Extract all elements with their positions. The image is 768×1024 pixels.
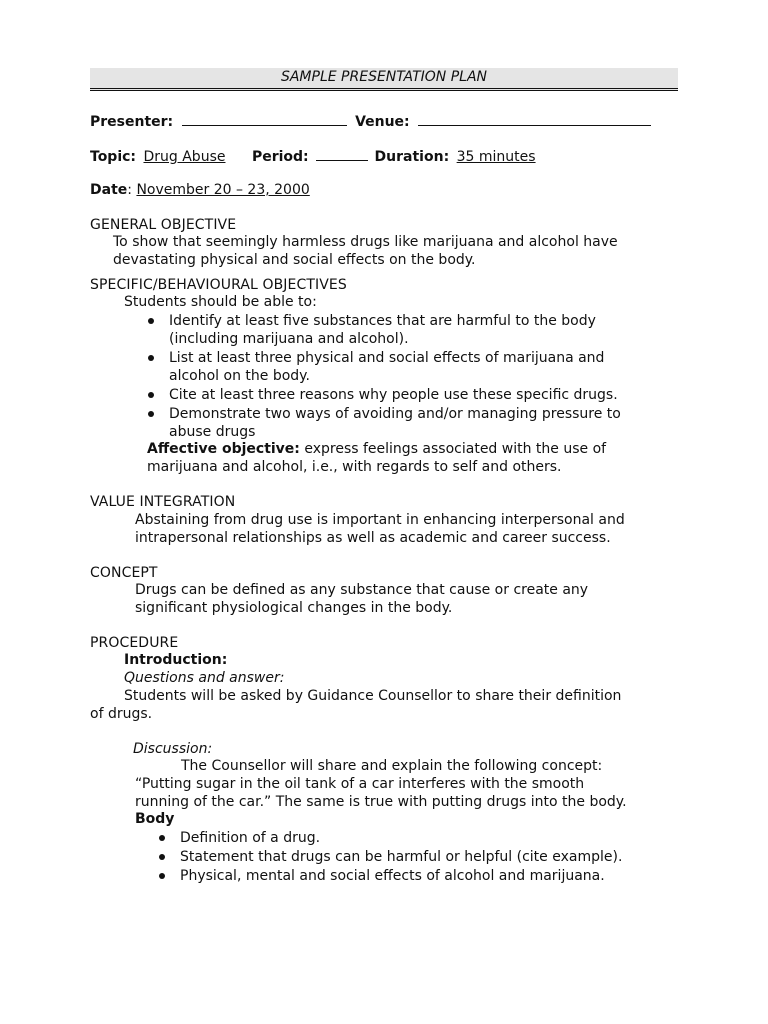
discussion-line-3: running of the car.” The same is true with putting drugs into the body. xyxy=(135,794,627,810)
body-item-text: Physical, mental and social effects of alcohol and marijuana. xyxy=(180,868,605,884)
body-item-text: Statement that drugs can be harmful or helpful (cite example). xyxy=(180,849,623,865)
discussion-label: Discussion: xyxy=(133,741,213,757)
value-integration-heading: VALUE INTEGRATION xyxy=(90,494,236,510)
date-value: November 20 – 23, 2000 xyxy=(136,182,310,198)
bullet-icon xyxy=(159,873,165,879)
bullet-icon xyxy=(159,854,165,860)
bullet-icon xyxy=(148,318,154,324)
questions-answer-line-1: Students will be asked by Guidance Counsellor to share their definition xyxy=(124,688,622,704)
discussion-line-2: “Putting sugar in the oil tank of a car interferes with the smooth xyxy=(135,776,585,792)
objective-item-line-2: abuse drugs xyxy=(169,424,256,440)
concept-heading: CONCEPT xyxy=(90,565,158,581)
date-row xyxy=(90,181,310,199)
objective-item-line-1: Demonstrate two ways of avoiding and/or managing pressure to xyxy=(169,406,621,422)
objective-item-line-2: (including marijuana and alcohol). xyxy=(169,331,409,347)
date-label: Date xyxy=(90,182,128,198)
questions-answer-line-2: of drugs. xyxy=(90,706,153,722)
general-objective-line-1: To show that seemingly harmless drugs like marijuana and alcohol have xyxy=(113,234,618,250)
topic-label: Topic: xyxy=(90,149,137,165)
venue-label: Venue: xyxy=(355,114,410,130)
body-label: Body xyxy=(135,811,175,827)
bullet-icon xyxy=(148,392,154,398)
body-item-text: Definition of a drug. xyxy=(180,830,321,846)
venue-blank xyxy=(418,111,651,126)
value-integration-line-1: Abstaining from drug use is important in enhancing interpersonal and xyxy=(135,512,625,528)
introduction-label: Introduction: xyxy=(124,652,228,668)
general-objective-line-2: devastating physical and social effects on the body. xyxy=(113,252,476,268)
presenter-label: Presenter: xyxy=(90,114,174,130)
concept-line-1: Drugs can be defined as any substance that cause or create any xyxy=(135,582,589,598)
duration-value: 35 minutes xyxy=(456,149,536,165)
bullet-icon xyxy=(148,411,154,417)
bullet-icon xyxy=(159,835,165,841)
document-title: SAMPLE PRESENTATION PLAN xyxy=(280,69,488,85)
presenter-row xyxy=(90,111,651,131)
specific-objectives-intro: Students should be able to: xyxy=(124,294,317,310)
date-colon: : xyxy=(127,182,132,198)
topic-value: Drug Abuse xyxy=(143,149,226,165)
affective-objective-line-1 xyxy=(147,440,606,458)
concept-line-2: significant physiological changes in the body. xyxy=(135,600,453,616)
objective-item-line-1: Identify at least five substances that are harmful to the body xyxy=(169,313,596,329)
general-objective-heading: GENERAL OBJECTIVE xyxy=(90,217,237,233)
objective-item-line-2: alcohol on the body. xyxy=(169,368,310,384)
questions-answer-label: Questions and answer: xyxy=(124,670,285,686)
objective-item-line-1: Cite at least three reasons why people use these specific drugs. xyxy=(169,387,618,403)
affective-objective-line-2: marijuana and alcohol, i.e., with regards to self and others. xyxy=(147,459,562,475)
topic-row xyxy=(90,146,536,166)
specific-objectives-heading: SPECIFIC/BEHAVIOURAL OBJECTIVES xyxy=(90,277,347,293)
presenter-blank xyxy=(182,111,347,126)
objective-item-line-1: List at least three physical and social effects of marijuana and xyxy=(169,350,605,366)
period-blank xyxy=(316,146,368,161)
discussion-line-1: The Counsellor will share and explain the following concept: xyxy=(181,758,603,774)
affective-objective-text: express feelings associated with the use of xyxy=(299,441,607,457)
affective-objective-label: Affective objective: xyxy=(147,441,300,457)
procedure-heading: PROCEDURE xyxy=(90,635,179,651)
period-label: Period: xyxy=(251,149,309,165)
title-bar xyxy=(90,68,678,91)
duration-label: Duration: xyxy=(374,149,450,165)
bullet-icon xyxy=(148,355,154,361)
value-integration-line-2: intrapersonal relationships as well as academic and career success. xyxy=(135,530,611,546)
